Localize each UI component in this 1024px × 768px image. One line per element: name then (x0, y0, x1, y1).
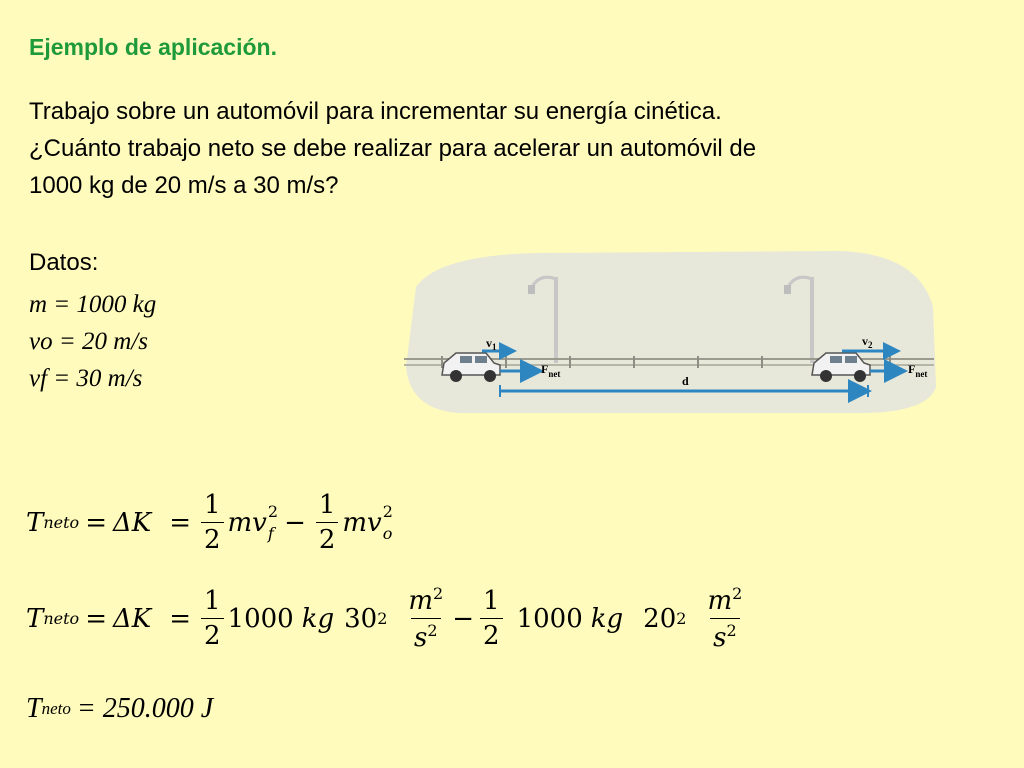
problem-statement (29, 93, 999, 204)
equation-result: T neto = 250.000 J (26, 693, 214, 724)
datos-list (29, 286, 156, 397)
datos-label: Datos: (29, 249, 99, 276)
datos-mass: m = 1000 kg (29, 291, 157, 318)
label-v1: $v_1$ (486, 336, 497, 352)
diagram-background (406, 251, 936, 413)
question-line: 1000 kg de 20 m/s a 30 m/s? (29, 172, 339, 199)
equation-substitution: T neto = ΔK = $\frac{1}{2}$ 1000 kg 30 2 $\frac{m^2}{s^2}$ − $\frac{1}{2}$ 1000 kg 20 2 $\frac{m^2}{s^2}$ (26, 584, 743, 653)
equation-work-energy: T neto = ΔK = $\frac{1}{2}$ mv 2 f − $\frac{1}{2}$ mv 2 o (26, 490, 393, 555)
slide-title: Ejemplo de aplicación. (29, 34, 277, 60)
car-road-diagram (398, 247, 940, 415)
label-fnet-2: $F_{net}$ (908, 362, 928, 379)
question-line: Trabajo sobre un automóvil para incrementar su energía cinética. (29, 98, 722, 125)
datos-initial-velocity: vo = 20 m/s (29, 328, 148, 355)
question-line: ¿Cuánto trabajo neto se debe realizar para acelerar un automóvil de (29, 135, 757, 162)
datos-final-velocity: vf = 30 m/s (29, 365, 143, 392)
label-v2: $v_2$ (862, 334, 873, 350)
label-fnet-1: $F_{net}$ (541, 362, 561, 379)
label-d: d (682, 374, 689, 388)
